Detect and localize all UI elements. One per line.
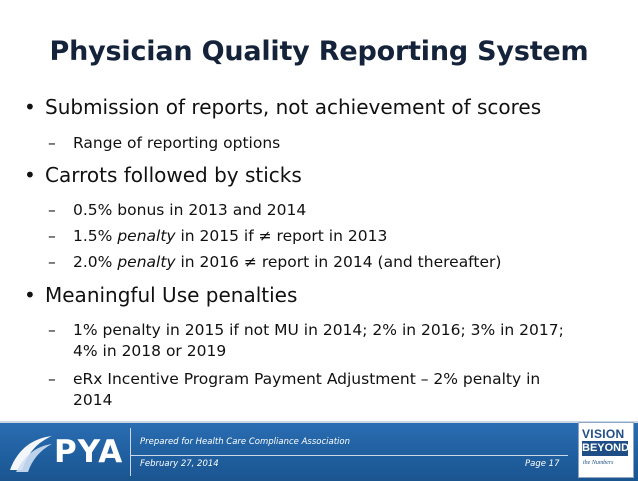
text-part: 1.5%: [73, 227, 118, 245]
vision-logo-line1: VISION: [582, 427, 625, 441]
sub-bullet-marker: –: [48, 201, 56, 219]
text-part: 2.0%: [73, 253, 118, 271]
sub-bullet-text: Range of reporting options: [73, 134, 281, 152]
sub-bullet-text: 0.5% bonus in 2013 and 2014: [73, 201, 307, 219]
sub-bullet-marker: –: [48, 134, 56, 152]
emphasis-text: penalty: [117, 227, 176, 245]
footer-date: February 27, 2014: [140, 459, 219, 469]
text-part: in 2015 if ≠ report in 2013: [175, 227, 388, 245]
bullet-marker: •: [24, 283, 36, 307]
bullet-marker: •: [24, 163, 36, 187]
footer-divider-horizontal: [130, 455, 568, 456]
sub-bullet-text: 2014: [73, 391, 113, 409]
bullet-text: Submission of reports, not achievement of scores: [45, 95, 542, 119]
slide-title: Physician Quality Reporting System: [49, 36, 589, 67]
bullet-text: Meaningful Use penalties: [45, 283, 298, 307]
bullet-text: Carrots followed by sticks: [45, 163, 302, 187]
pya-logo: [8, 430, 126, 476]
sub-bullet-text: [73, 253, 501, 271]
footer-page-number: Page 17: [525, 459, 560, 469]
pya-logo-text: PYA: [54, 434, 124, 470]
footer-prepared-for: Prepared for Health Care Compliance Association: [140, 437, 350, 447]
sub-bullet-text: eRx Incentive Program Payment Adjustment – 2% penalty in: [73, 370, 541, 388]
sub-bullet-text: [73, 227, 387, 245]
bullet-marker: •: [24, 95, 36, 119]
sub-bullet-text: 4% in 2018 or 2019: [73, 342, 227, 360]
sub-bullet-marker: –: [48, 370, 56, 388]
footer-divider: [130, 428, 131, 476]
vision-logo-line2: BEYOND: [582, 442, 630, 454]
sub-bullet-marker: –: [48, 321, 56, 339]
sub-bullet-marker: –: [48, 253, 56, 271]
sub-bullet-text: 1% penalty in 2015 if not MU in 2014; 2% in 2016; 3% in 2017;: [73, 321, 564, 339]
vision-beyond-logo: [578, 422, 634, 478]
text-part: in 2016 ≠ report in 2014 (and thereafter): [175, 253, 502, 271]
emphasis-text: penalty: [117, 253, 176, 271]
sub-bullet-marker: –: [48, 227, 56, 245]
pya-swoosh-icon: [8, 430, 54, 476]
vision-logo-line3: the Numbers: [583, 460, 614, 466]
